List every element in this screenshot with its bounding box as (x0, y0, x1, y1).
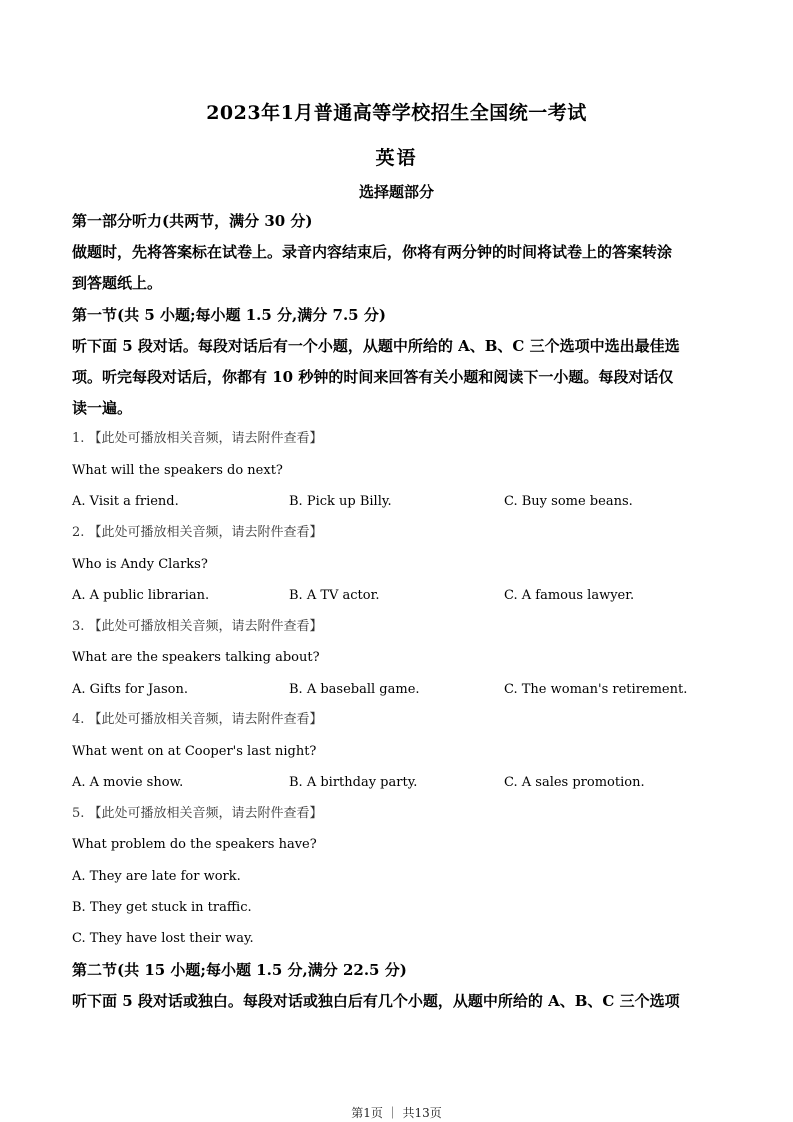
option-a: A. They are late for work. (72, 869, 241, 884)
option-a: A. A movie show. (72, 775, 184, 790)
option-a: A. Gifts for Jason. (72, 682, 188, 697)
question-text: What problem do the speakers have? (72, 837, 317, 852)
listening-instruction-2: 到答题纸上。 (72, 274, 163, 292)
exam-title: 2023年1月普通高等学校招生全国统一考试 (206, 102, 587, 124)
option-c: C. A sales promotion. (504, 775, 645, 790)
audio-placeholder[interactable]: 4. 【此处可播放相关音频，请去附件查看】 (72, 712, 323, 727)
option-c: C. They have lost their way. (72, 931, 254, 946)
listening-heading: 第一部分听力(共两节，满分 30 分) (72, 212, 313, 230)
audio-placeholder[interactable]: 1. 【此处可播放相关音频，请去附件查看】 (72, 431, 323, 446)
subject-title: 英语 (375, 147, 418, 169)
part-title: 选择题部分 (358, 183, 434, 201)
option-b: B. They get stuck in traffic. (72, 900, 252, 915)
audio-placeholder[interactable]: 3. 【此处可播放相关音频，请去附件查看】 (72, 619, 323, 634)
section2-instruction-1: 听下面 5 段对话或独白。每段对话或独白后有几个小题，从题中所给的 A、B、C 三个选项 (72, 992, 680, 1010)
option-b: B. A TV actor. (289, 588, 380, 603)
option-b: B. A baseball game. (289, 682, 420, 697)
listening-instruction-1: 做题时，先将答案标在试卷上。录音内容结束后，你将有两分钟的时间将试卷上的答案转涂 (72, 243, 673, 261)
page-footer: 第1页 ｜ 共13页 (351, 1106, 442, 1120)
option-c: C. Buy some beans. (504, 494, 633, 509)
section1-instruction-1: 听下面 5 段对话。每段对话后有一个小题，从题中所给的 A、B、C 三个选项中选出最佳选 (72, 337, 680, 355)
question-text: What are the speakers talking about? (72, 650, 320, 665)
question-text: Who is Andy Clarks? (72, 557, 208, 572)
audio-placeholder[interactable]: 5. 【此处可播放相关音频，请去附件查看】 (72, 806, 323, 821)
option-c: C. The woman's retirement. (504, 682, 688, 697)
option-a: A. Visit a friend. (72, 494, 179, 509)
question-text: What went on at Cooper's last night? (72, 744, 317, 759)
question-text: What will the speakers do next? (72, 463, 283, 478)
option-b: B. Pick up Billy. (289, 494, 392, 509)
audio-placeholder[interactable]: 2. 【此处可播放相关音频，请去附件查看】 (72, 525, 323, 540)
option-c: C. A famous lawyer. (504, 588, 635, 603)
section1-instruction-2: 项。听完每段对话后，你都有 10 秒钟的时间来回答有关小题和阅读下一小题。每段对话仅 (72, 368, 674, 386)
section1-heading: 第一节(共 5 小题;每小题 1.5 分,满分 7.5 分) (72, 306, 386, 324)
option-b: B. A birthday party. (289, 775, 418, 790)
section1-instruction-3: 读一遍。 (72, 399, 133, 417)
option-a: A. A public librarian. (72, 588, 210, 603)
section2-heading: 第二节(共 15 小题;每小题 1.5 分,满分 22.5 分) (72, 961, 407, 979)
